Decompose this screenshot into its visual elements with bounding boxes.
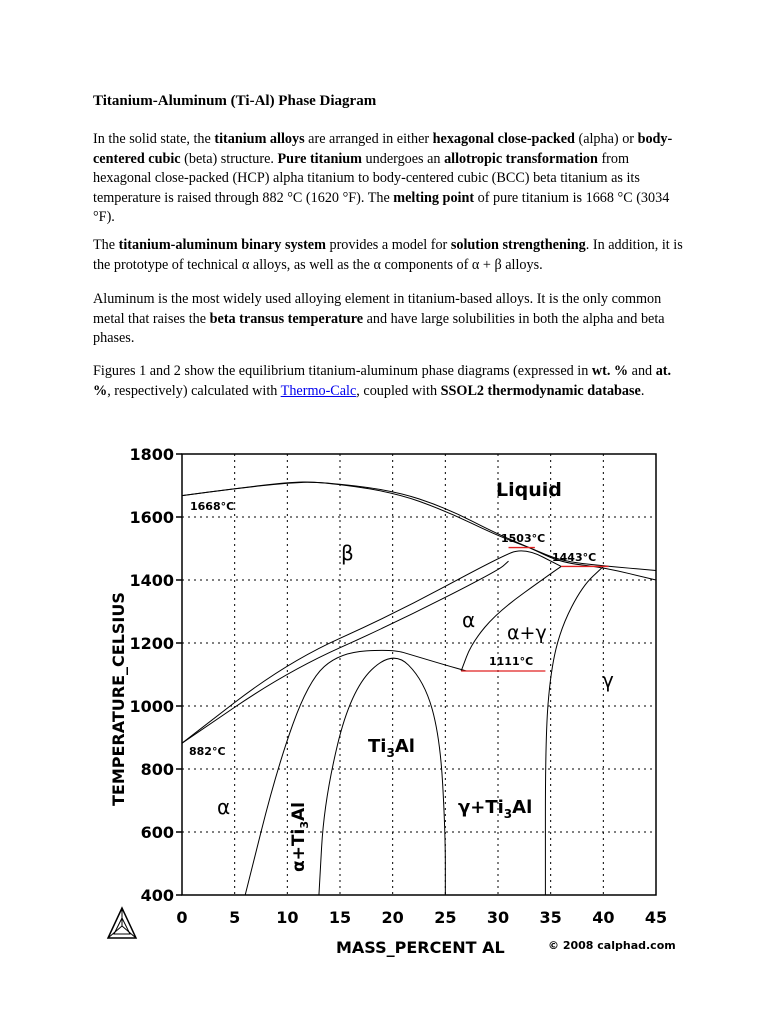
x-tick-label: 10 xyxy=(276,908,299,927)
phase-alpha-top: α xyxy=(462,608,476,632)
y-tick-label: 400 xyxy=(140,886,174,905)
annotation-1443: 1443°C xyxy=(552,551,597,564)
calphad-logo-icon xyxy=(108,908,136,938)
y-tick-label: 1800 xyxy=(129,445,174,464)
phase-beta: β xyxy=(341,541,354,565)
annotation-1111: 1111°C xyxy=(489,655,534,668)
y-tick-label: 1400 xyxy=(129,571,174,590)
x-tick-label: 20 xyxy=(381,908,404,927)
phase-alpha-gamma: α+γ xyxy=(507,622,547,644)
curve-ti3al-inner xyxy=(319,658,445,895)
paragraph-aluminum: Aluminum is the most widely used alloying element in titanium-based alloys. It is the only common metal that raises the beta transus temperature and have large solubilities in both the alpha and beta phases. xyxy=(93,291,665,346)
x-tick-label: 15 xyxy=(328,908,352,927)
paragraph-binary-system: The titanium-aluminum binary system provides a model for solution strengthening. In addition, it is the prototype of technical α alloys, as well as the α components of α + β alloys. xyxy=(93,237,683,273)
plot-frame xyxy=(182,454,656,895)
thermo-calc-link[interactable]: Thermo-Calc xyxy=(280,382,357,399)
phase-alpha-ti3al: $\alpha+Ti_3Al$ xyxy=(289,802,311,872)
phase-alpha-bottom: α xyxy=(217,795,231,819)
x-tick-label: 30 xyxy=(486,908,510,927)
phase-diagram xyxy=(0,430,768,970)
copyright: © 2008 calphad.com xyxy=(548,939,676,952)
page-title: Titanium-Aluminum (Ti-Al) Phase Diagram xyxy=(93,93,377,109)
x-tick-label: 40 xyxy=(592,908,615,927)
phase-ti3al: $Ti_3Al$ xyxy=(368,736,415,760)
phase-gamma: γ xyxy=(602,668,614,692)
x-tick-label: 25 xyxy=(434,908,457,927)
curve-gamma-boundary xyxy=(545,566,603,895)
annotation-882: 882°C xyxy=(189,745,226,758)
x-tick-label: 45 xyxy=(644,908,668,927)
phase-liquid: Liquid xyxy=(496,479,562,501)
phase-boundaries xyxy=(182,482,656,895)
axes xyxy=(182,454,656,895)
y-tick-label: 600 xyxy=(140,823,174,842)
curve-alpha-solvus xyxy=(182,561,509,743)
paragraph-crystal-structure: In the solid state, the titanium alloys are arranged in either hexagonal close-packed (alpha) or body-centered cubic (beta) structure. Pure titanium undergoes an allotropic transformation from hexagonal close-packed (HCP) alpha titanium to body-centered cubic (BCC) beta titanium as its temperature is raised through 882 °C (1620 °F). The melting point of pure titanium is 1668 °C (3034 °F). xyxy=(93,131,673,225)
x-tick-label: 5 xyxy=(229,908,241,927)
x-tick-label: 0 xyxy=(176,908,188,927)
y-tick-label: 1200 xyxy=(129,634,174,653)
x-axis-label: MASS_PERCENT AL xyxy=(336,938,505,957)
paragraph-figures: Figures 1 and 2 show the equilibrium titanium-aluminum phase diagrams (expressed in wt. % and at. %, respectively) calculated with Thermo-Calc, coupled with SSOL2 thermodynamic database. xyxy=(93,363,672,399)
annotation-1503: 1503°C xyxy=(501,532,546,545)
y-tick-label: 1600 xyxy=(129,508,174,527)
curve-ti3al-dome xyxy=(245,650,466,895)
phase-gamma-ti3al: $\gamma+Ti_3Al$ xyxy=(458,797,533,821)
curve-solidus xyxy=(182,482,656,580)
curve-beta-transus xyxy=(182,551,561,743)
annotation-1668: 1668°C xyxy=(190,500,235,513)
y-axis-label: TEMPERATURE_CELSIUS xyxy=(109,592,128,806)
x-tick-label: 35 xyxy=(539,908,562,927)
y-tick-label: 800 xyxy=(140,760,174,779)
y-tick-label: 1000 xyxy=(129,697,174,716)
